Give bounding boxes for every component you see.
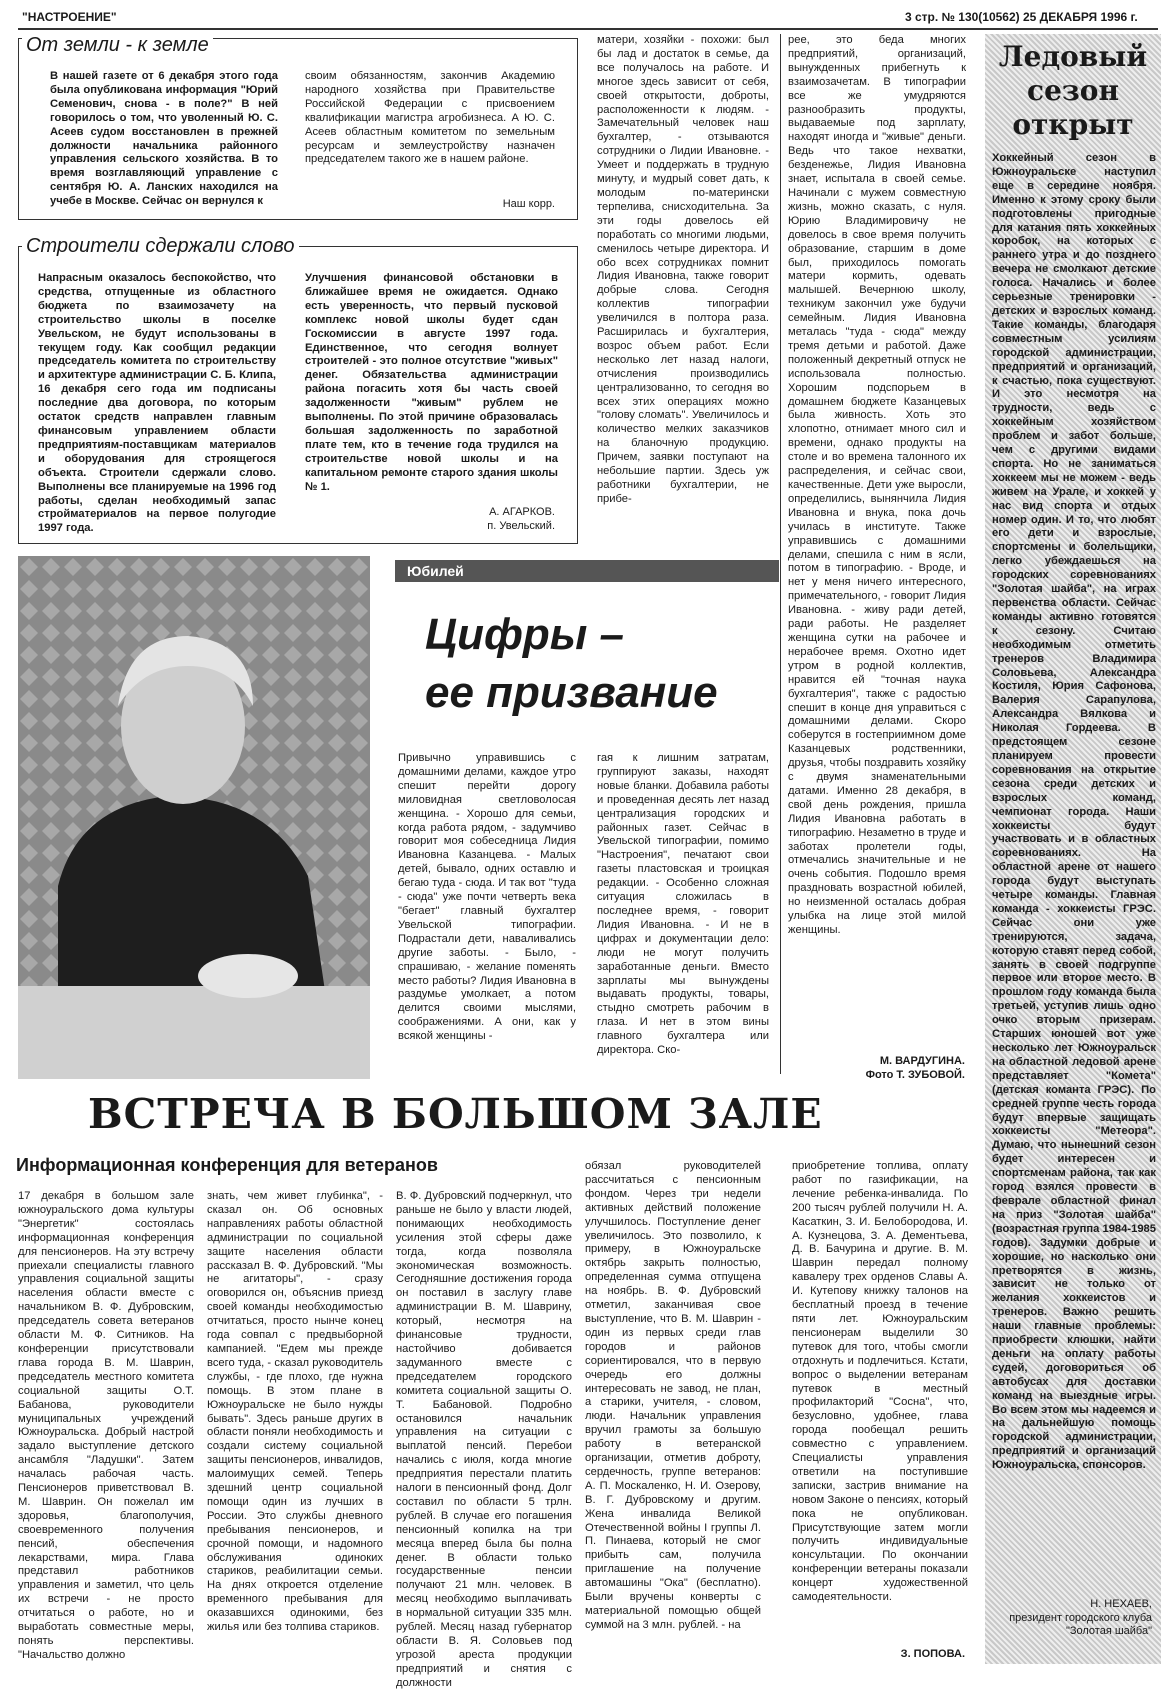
sidebar-title-line1: Ледовый — [998, 40, 1148, 73]
sidebar-author-title: президент городского клуба "Золотая шайба" — [1009, 1612, 1152, 1637]
column-divider — [780, 34, 781, 1074]
article-land-col1: В нашей газете от 6 декабря этого года была опубликована информация "Юрий Семенович, снова - в поле?" В ней говорилось о том, что уволенный Ю. С. Асеев судом восстановлен в прежней должности начальника районного управления сельского хозяйства. В то время возглавляющий управление с сентября Ю. А. Ланских находился на учебе в Москве. Сейчас он вернулся к — [50, 70, 278, 208]
rubric-bar — [395, 560, 779, 582]
article-land-col2: своим обязанностям, закончив Академию народного хозяйства при Правительстве Российской Федерации с присвоением квалификации магистра агробизнеса. А Ю. С. Асеев областным комитетом по земельным ресурсам и землеустройству назначен председателем такого же в нашем районе. — [305, 70, 555, 166]
jubilee-title-line1: Цифры – — [425, 610, 625, 659]
article-builders-title: Строители сдержали слово — [22, 235, 299, 258]
sidebar-body: Хоккейный сезон в Южноуральске наступил еще в середине ноября. Именно к этому сроку были подготовлены пригодные для катания пять хоккейных коробок, на которых с раннего утра и до позднего вечера не смолкают детские голоса. Начались и более серьезные тренировки - детских и взрослых команд. Такие команды, благодаря совместным усилиям городской администрации, предприятий и организаций, к счастью, пока существуют. И это несмотря на трудности, ведь с хоккейным хозяйством проблем и забот больше, чем с другими видами спорта. Но не заниматься хоккеем мы не можем - ведь живем на Урале, и хоккей у нас вид спорта и отдых номер один. И то, что любят его дети и взрослые, спортсмены и болельщики, легко убеждаешься на городских соревнованиях "Золотая шайба", на играх первенства области. Сейчас команды активно готовятся к сезону. Считаю необходимым отметить тренеров Владимира Соловьева, Александра Костиля, Юрия Сафонова, Валерия Сарапулова, Александра Вялкова и Николая Гордеева. В предстоящем сезоне планируем провести соревнования на открытие сезона среди детских и взрослых команд, чемпионат города. Наши хоккеисты будут участвовать и в областных соревнованиях. На областной арене от нашего города будут выступать четыре команды. Главная команда - хоккеисты ГРЭС. Сейчас они уже тренируются, задача, которую ставят перед собой, занять в своей подгруппе первое или второе место. В прошлом году команда была третьей, уступив лишь одно очко вторым призерам. Старших юношей вот уже несколько лет Южноуральск на областной ледовой арене представляет "Комета" (детская команта ГРЭС). По средней группе честь города будут впервые защищать хоккеисты "Метеора". Думаю, что нынешний сезон будет интересен и спортсменам района, так как город взялся провести в феврале областной финал на приз "Золотая шайба" (возрастная группа 1984-1985 годов). Задумки добрые и хорошие, но насколько они претворятся в жизнь, зависит не только от желания хоккеистов и тренеров. Важно решить наши главные проблемы: приобрести клюшки, найти деньги на оплату работы судей, договориться об автобусах для доставки команд на выездные игры. Во всем этом мы надеемся и на дальнейшую помощь городской администрации, предприятий и организаций Южноуральска, спонсоров. — [992, 152, 1156, 1472]
jubilee-title-line2: ее призвание — [425, 668, 718, 717]
portrait-photo — [18, 556, 370, 1079]
header-rule — [18, 28, 1158, 30]
sidebar-title-line2: сезон — [1027, 74, 1119, 107]
article-builders-col1: Напрасным оказалось беспокойство, что средства, отпущенные из областного бюджета по взаимозачету на строительство школы в поселке Увельском, не будут использованы в текущем году. Как сообщил редакции председатель комитета по строительству и архитектуре администрации С. Б. Клипа, 16 декабря сего года им подписаны последние два договора, по которым остаток средств направлен главным финансовым управлением области предприятиям-поставщикам материалов и оборудования для строящегося объекта. Строители сдержали слово. Выполнены все планируемые на 1996 год работы, сделан необходимый запас стройматериалов на первое полугодие 1997 года. — [38, 272, 276, 535]
meeting-col5: приобретение топлива, оплату работ по газификации, на лечение ребенка-инвалида. По 200 тысяч рублей получили Н. А. Касаткин, З. И. Белобородова, И. А. Кузнецова, З. А. Дементьева, Д. В. Бачурина и другие. В. М. Шаврин передал полному кавалеру трех орденов Славы А. И. Кутепову книжку талонов на бесплатный проезд в течение пяти лет. Южноуральским пенсионерам выделили 30 путевок для того, чтобы смогли отдохнуть и подлечиться. Кстати, вопрос о выделении ветеранам путевок в местный профилакторий "Сосна", что, безусловно, удобнее, глава города пообещал решить совместно с управлением. Специалисты управления ответили на поступившие записки, застрив внимание на новом Законе о пенсиях, который пока не опубликован. Присутствующие затем могли получить индивидуальные консультации. По окончании конференции ветераны показали концерт художественной самодеятельности. — [792, 1160, 968, 1604]
meeting-col3: В. Ф. Дубровский подчеркнул, что раньше не было у власти людей, понимающих необходимость усиления этой сферы даже тогда, когда позволяла экономическая возможность. Сегодняшние достижения города он поставил в заслугу главе администрации В. М. Шаврину, который, несмотря на финансовые трудности, настойчиво добивается задуманного вместе с председателем городского комитета социальной защиты О. Т. Бабановой. Подробно остановился начальник управления на ситуации с выплатой пенсий. Перебои начались с июля, когда многие предприятия перестали платить налоги в пенсионный фонд. Долг составил по области 5 трлн. рублей. В случае его погашения пенсионный копилка на три месяца вперед была бы полна денег. В области только государственные пенсии получают 21 млн. человек. В месяц необходимо выплачивать в нормальной ситуации 335 млн. рублей. Месяц назад губернатор области В. Я. Соловьев под угрозой ареста продукции предприятий и снятия с должности — [396, 1190, 572, 1689]
article-jubilee-col-c: Привычно управившись с домашними делами, каждое утро спешит перейти дорогу миловидная светловолосая женщина. - Хорошо для семьи, когда работа рядом, - задумчиво говорит моя собеседница Лидия Ивановна Казанцева. - Малых детей, бывало, одних оставлю и бегаю туда - сюда. И так вот "туда - сюда" уже почти четверть века "бегает" главный бухгалтер Увельской типографии. Подрастали дети, наваливались другие заботы. - Было, - спрашиваю, - желание поменять место работы? Лидия Ивановна в раздумье умолкает, а потом делится своими мыслями, соображениями. А они, как у всякой женщины - — [398, 752, 576, 1043]
jubilee-author: М. ВАРДУГИНА. — [879, 1055, 965, 1067]
issue-info: 3 стр. № 130(10562) 25 ДЕКАБРЯ 1996 г. — [905, 10, 1138, 24]
sidebar-title-line3: открыт — [1012, 108, 1134, 141]
article-jubilee-col-b: рее, это беда многих предприятий, организаций, вынужденных прибегнуть к взаимозачетам. В типографии все же умудряются разнообразить продукты, выдаваемые под зарплату, находят иногда и "живые" деньги. Ведь что такое нехватки, безденежье, Лидия Ивановна знает, испытала в своей семье. Начинали с мужем совместную жизнь, можно сказать, с нуля. Юрию Владимировичу не довелось в свое время получить образование, старшим в доме был, приходилось помогать матери кормить, одевать малышей. Вечернюю школу, техникум закончил уже будучи семейным. Лидия Ивановна металась "туда - сюда" между тремя детьми и работой. Даже положенный декретный отпуск не использовала полностью. Хорошим подспорьем в домашнем бюджете Казанцевых была живность. Хоть это хлопотно, отнимает много сил и времени, однако продукты на столе и во времена талонного их распределения, и сейчас свои, качественные. Дети уже выросли, определились, вынянчила Лидия Ивановна и внука, пока дочь училась в институте. Также управившись с домашними делами, спешила с ним в ясли, потом в типографию. - Вроде, и нет у меня ничего интересного, примечательного, - говорит Лидия Ивановна. - живу ради детей, ради работы. Не разделяет женщина сутки на рабочее и нерабочее время. Охотно идет утром в родной коллектив, нравится ей "точная наука бухгалтерия", также с радостью спешит в конце дня управиться с домашними делами. Скоро соберутся в гостеприимном доме Казанцевых родственники, друзья, чтобы поздравить хозяйку с двумя знаменательными датами. Именно 28 декабря, в свой день рождения, пришла Лидия Ивановна работать в типографию. Незаметно в труде и заботах пролетели годы, отмечались значительные и не очень события. Подошло время праздновать возрастной юбилей, но неизменной осталась добрая улыбка на лице этой милой женщины. — [788, 34, 966, 936]
article-builders-col2: Улучшения финансовой обстановки в ближайшее время не ожидается. Однако есть уверенность, что первый пусковой комплекс новой школы будет сдан Госкомиссии в августе 1997 года. Единственное, что сегодня волнует строителей - это полное отсутствие "живых" денег. Обязательства администрации района погасить хотя бы часть своей задолженности "живым" рублем не выполнены. По этой причине образовалась большая задолженность по заработной плате тем, кто в течение года трудился на строительстве новой школы и на капитальном ремонте старого здания школы № 1. — [305, 272, 558, 493]
meeting-subtitle: Информационная конференция для ветеранов — [16, 1155, 438, 1175]
article-land-signature: Наш корр. — [502, 198, 555, 210]
article-builders-place: п. Увельский. — [487, 520, 555, 532]
meeting-col4: обязал руководителей рассчитаться с пенсионным фондом. Через три недели активных действий положение улучшилось. Поступление денег увеличилось. Это позволило, к примеру, в Южноуральске октябрь закрыть полностью, определенная сумма отпущена на ноябрь. В. Ф. Дубровский отметил, заканчивая свое выступление, что В. М. Шаврин - один из первых среди глав городов и районов сориентировался, что в первую очередь его должны интересовать не завод, не план, а старики, учителя, - словом, люди. Начальник управления вручил грамоты за большую работу в ветеранской организации, отметив доброту, сердечность, группе ветеранов: А. П. Москаленко, Н. И. Озерову, В. Г. Дубровскому и другим. Жена инвалида Великой Отечественной войны I группы Л. П. Пинаева, который не смог прибыть сам, получила приглашение на получение автомашины "Ока" (бесплатно). Были вручены конверты с материальной помощью общей суммой на 3 млн. рублей. - на — [585, 1160, 761, 1631]
sidebar-author: Н. НЕХАЕВ, — [1090, 1598, 1152, 1610]
meeting-col2: знать, чем живет глубинка", - сказал он. Об основных направлениях работы областной администрации по социальной защите населения области рассказал В. Ф. Дубровский. "Мы не агитаторы", - сразу оговорился он, объяснив приезд своей команды необходимостью отчитаться, просто нынче конец года совпал с предвыборной кампанией. "Едем мы прежде всего туда, - сказал руководитель службы, - где плохо, где нужна помощь. В этом плане в Южноуральске не было нужды бывать". Здесь раньше других в области поняли необходимость и создали систему социальной защиты пенсионеров, инвалидов, малоимущих семей. Теперь здешний центр социальной помощи один из лучших в России. Это службы дневного пребывания пенсионеров, и срочной помощи, и надомного обслуживания одиноких стариков, реабилитации семьи. На днях откроется отделение временного пребывания для оказавшихся одинокими, без жилья или без толпива стариков. — [207, 1190, 383, 1634]
meeting-author: З. ПОПОВА. — [900, 1648, 965, 1660]
article-builders-author: А. АГАРКОВ. — [489, 506, 555, 518]
article-jubilee-col-d: гая к лишним затратам, группируют заказы, находят новые бланки. Добавила работы и проведенная десять лет назад централизация городских и районных газет. Сейчас в Увельской типографии, помимо "Настроения", печатают свои газеты пластовская и троицкая редакции. - Особенно сложная ситуация сложилась в последнее время, - говорит Лидия Ивановна. - И не в цифрах и документации дело: люди не могут получить заработанные деньги. Вместо зарплаты мы вынуждены выдавать продукты, товары, стыдно смотреть рабочим в глаза. И нет в этом вины главного бухгалтера или директора. Ско- — [597, 752, 769, 1057]
paper-name: "НАСТРОЕНИЕ" — [22, 10, 117, 24]
meeting-col1: 17 декабря в большом зале южноуральского дома культуры "Энергетик" состоялась информационная конференция для пенсионеров. На эту встречу приехали специалисты главного управления социальной защиты населения области вместе с начальником В. Ф. Дубровским, председатель совета ветеранов области М. Ф. Ситников. На конференции присутствовали глава города В. М. Шаврин, председатель местного комитета социальной защиты О.Т. Бабанова, руководители муниципальных учреждений Южноуральска. Добрый настрой задало выступление детского ансамбля "Ладушки". Затем началась рабочая часть. Пенсионеров приветствовал В. М. Шаврин. Он пожелал им здоровья, благополучия, своевременного получения пенсий, обеспечения лекарствами, мира. Глава представил работников управления и заметил, что цель их встречи - не просто отчитаться о работе, но и выработать совместные меры, понять перспективы. "Начальство должно — [18, 1190, 194, 1661]
article-land-title: От земли - к земле — [22, 34, 213, 57]
sidebar-title — [985, 40, 1161, 142]
jubilee-photo-credit: Фото Т. ЗУБОВОЙ. — [865, 1069, 965, 1081]
rubric-label: Юбилей — [407, 563, 464, 579]
article-jubilee-col-a: матери, хозяйки - похожи: был бы лад и достаток в семье, да все получалось на работе. И многое здесь зависит от себя, своей открытости, доброты, расположенности к людям. - Замечательный человек наш бухгалтер, - отзываются сотрудники о Лидии Ивановне. - Умеет и поддержать в трудную минуту, и мудрый совет дать, к молодым по-матерински терпелива, снисходительна. За эти годы довелось ей поработать со многими людьми, сменилось четыре директора. И обо всех сотрудниках помнит Лидия Ивановна, также говорит добрые слова. Сегодня коллектив типографии увеличился в полтора раза. Расширилась и бухгалтерия, возрос объем работ. Если несколько лет назад налоги, отчисления производились централизованно, то сегодня во всех этих операциях можно "голову сломать". Увеличилось и количество мелких заказчиков на бланочную продукцию. Причем, заявки поступают на небольшие партии. Здесь уж работники бухгалтерии, не прибе- — [597, 34, 769, 505]
meeting-headline: ВСТРЕЧА В БОЛЬШОМ ЗАЛЕ — [88, 1090, 823, 1138]
